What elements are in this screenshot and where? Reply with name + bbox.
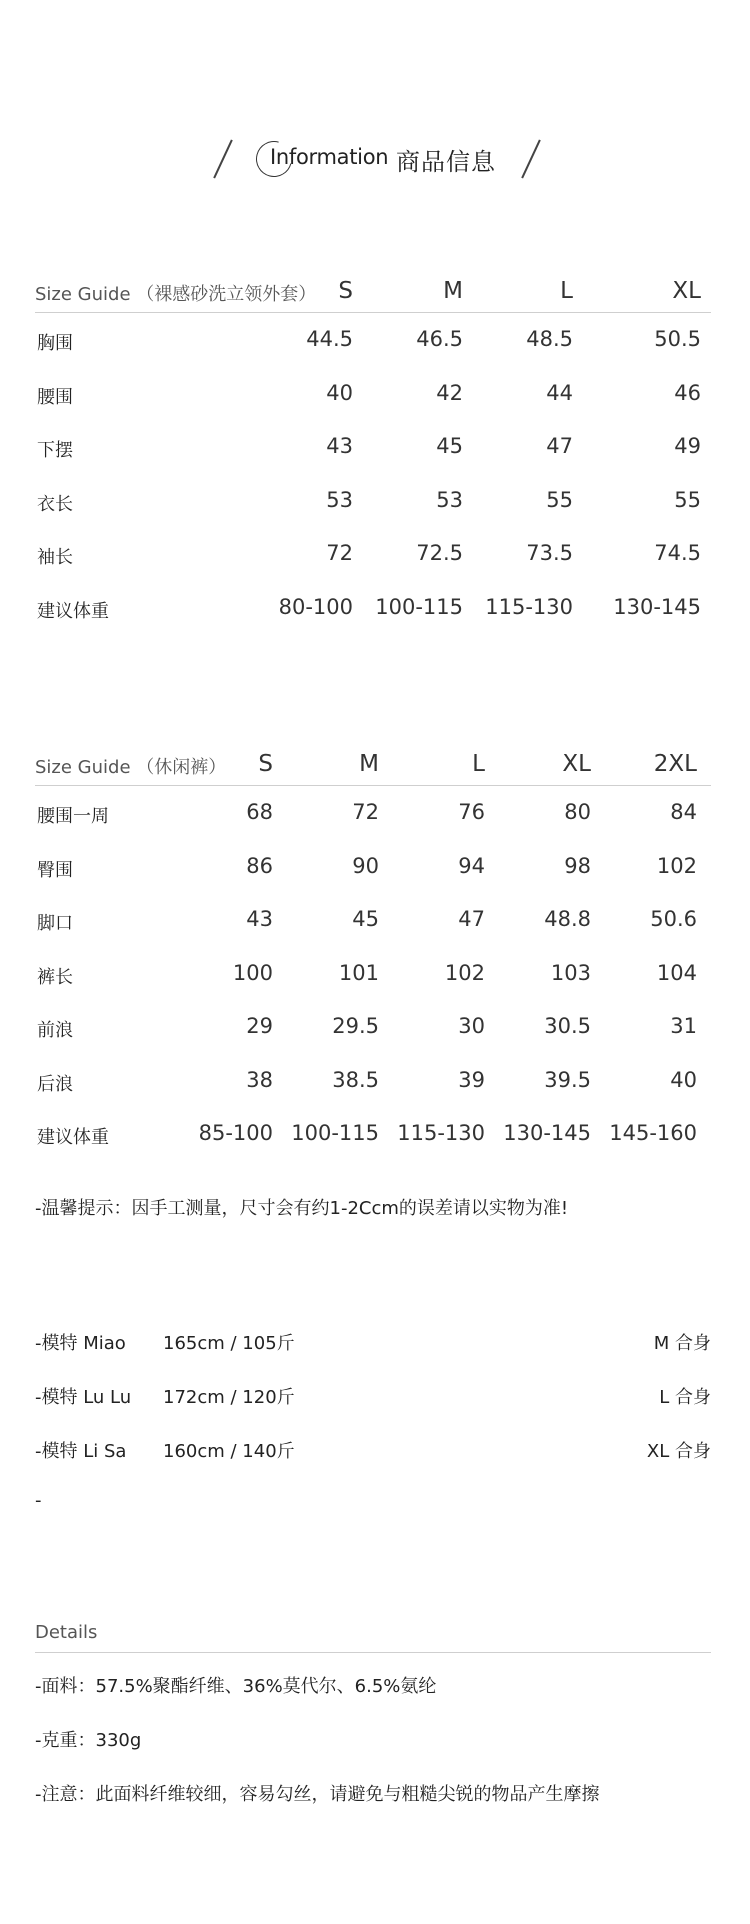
table-cell: 47 xyxy=(546,434,573,458)
table-cell: 115-130 xyxy=(397,1121,485,1145)
table-row xyxy=(35,1000,711,1054)
info-header xyxy=(0,130,750,190)
row-label: 腰围一周 xyxy=(37,806,109,827)
model-row-lulu xyxy=(35,1383,711,1413)
jacket-col-m: M xyxy=(443,278,463,304)
table-cell: 104 xyxy=(656,960,697,985)
table-row xyxy=(35,367,711,421)
table-cell: 101 xyxy=(338,960,379,985)
table-cell: 55 xyxy=(546,487,573,512)
table-cell: 94 xyxy=(458,853,485,878)
table-cell: 130-145 xyxy=(503,1121,591,1145)
table-cell: 73.5 xyxy=(526,541,573,565)
table-cell: 30.5 xyxy=(544,1014,591,1038)
table-row xyxy=(35,786,711,840)
table-cell: 39.5 xyxy=(544,1067,591,1092)
table-cell: 53 xyxy=(436,487,463,512)
row-label: 下摆 xyxy=(37,440,73,461)
jacket-col-s: S xyxy=(338,278,353,304)
table-cell: 31 xyxy=(670,1014,697,1038)
table-cell: 115-130 xyxy=(485,594,573,619)
row-label: 裤长 xyxy=(37,966,73,988)
table-cell: 72 xyxy=(352,800,379,824)
table-cell: 44.5 xyxy=(306,327,353,351)
table-cell: 53 xyxy=(326,487,353,512)
table-cell: 38.5 xyxy=(332,1067,379,1092)
details-header xyxy=(35,1618,711,1653)
left-slash-decoration xyxy=(213,140,233,179)
table-cell: 100 xyxy=(232,960,273,985)
table-cell: 80-100 xyxy=(278,594,353,619)
table-cell: 85-100 xyxy=(198,1121,273,1145)
table-cell: 72 xyxy=(326,541,353,565)
table-row xyxy=(35,474,711,528)
table-cell: 29 xyxy=(246,1014,273,1038)
table-cell: 46.5 xyxy=(416,327,463,351)
table-cell: 145-160 xyxy=(609,1121,697,1145)
table-cell: 46 xyxy=(674,380,701,405)
table-cell: 30 xyxy=(458,1014,485,1038)
model-stats: 172cm / 120斤 xyxy=(163,1387,295,1408)
table-cell: 48.8 xyxy=(544,907,591,931)
model-name: -模特 Lu Lu xyxy=(35,1387,132,1408)
right-slash-decoration xyxy=(521,140,541,179)
table-row xyxy=(35,1107,711,1161)
row-label: 袖长 xyxy=(37,547,73,568)
jacket-col-xl: XL xyxy=(672,278,701,304)
header-title-en: Information xyxy=(270,145,389,169)
table-row xyxy=(35,840,711,894)
table-cell: 43 xyxy=(326,434,353,458)
row-label: 脚口 xyxy=(37,913,73,934)
table-row xyxy=(35,581,711,635)
table-cell: 39 xyxy=(458,1067,485,1092)
table-cell: 50.6 xyxy=(650,907,697,931)
table-cell: 80 xyxy=(564,800,591,824)
row-label: 后浪 xyxy=(37,1073,73,1095)
header-title-cn: 商品信息 xyxy=(396,148,496,176)
details-title: Details xyxy=(35,1622,98,1643)
pants-col-m: M xyxy=(359,751,379,777)
row-label: 臀围 xyxy=(37,859,73,881)
model-fit: L 合身 xyxy=(659,1387,711,1408)
table-cell: 86 xyxy=(246,853,273,878)
model-stats: 165cm / 105斤 xyxy=(163,1333,295,1354)
model-fit: XL 合身 xyxy=(646,1441,711,1462)
detail-care-note: -注意：此面料纤维较细，容易勾丝，请避免与粗糙尖锐的物品产生摩擦 xyxy=(35,1784,600,1805)
table-cell: 40 xyxy=(670,1067,697,1092)
table-cell: 100-115 xyxy=(375,594,463,619)
pants-table-title: Size Guide （休闲裤） xyxy=(35,757,227,778)
jacket-size-table xyxy=(35,270,711,634)
table-cell: 68 xyxy=(246,800,273,824)
table-cell: 45 xyxy=(436,434,463,458)
table-cell: 29.5 xyxy=(332,1014,379,1038)
jacket-col-l: L xyxy=(560,278,573,304)
model-name: -模特 Miao xyxy=(35,1333,126,1354)
table-cell: 72.5 xyxy=(416,541,463,565)
row-label: 建议体重 xyxy=(37,1127,109,1148)
table-cell: 43 xyxy=(246,907,273,931)
table-cell: 47 xyxy=(458,907,485,931)
pants-table-header xyxy=(35,743,711,786)
table-cell: 55 xyxy=(674,487,701,512)
pants-col-s: S xyxy=(258,751,273,777)
pants-col-l: L xyxy=(472,751,485,777)
table-cell: 84 xyxy=(670,800,697,824)
row-label: 胸围 xyxy=(37,333,73,354)
model-row-lisa xyxy=(35,1437,711,1467)
table-cell: 50.5 xyxy=(654,327,701,351)
table-row xyxy=(35,893,711,947)
row-label: 前浪 xyxy=(37,1020,73,1041)
row-label: 建议体重 xyxy=(37,600,109,622)
pants-col-2xl: 2XL xyxy=(653,751,697,777)
table-cell: 103 xyxy=(550,960,591,985)
table-cell: 49 xyxy=(674,434,701,458)
detail-weight: -克重：330g xyxy=(35,1730,142,1751)
model-row-miao xyxy=(35,1329,711,1359)
table-cell: 130-145 xyxy=(613,594,701,619)
measurement-tip: -温馨提示：因手工测量，尺寸会有约1-2Ccm的误差请以实物为准! xyxy=(35,1198,569,1219)
jacket-table-title: Size Guide （裸感砂洗立领外套） xyxy=(35,284,317,305)
row-label: 腰围 xyxy=(37,386,73,408)
table-row xyxy=(35,1054,711,1108)
table-row xyxy=(35,420,711,474)
table-row xyxy=(35,947,711,1001)
table-cell: 38 xyxy=(246,1067,273,1092)
table-cell: 40 xyxy=(326,380,353,405)
model-fit: M 合身 xyxy=(653,1333,711,1354)
jacket-table-header xyxy=(35,270,711,313)
table-cell: 76 xyxy=(458,800,485,824)
table-cell: 74.5 xyxy=(654,541,701,565)
table-cell: 42 xyxy=(436,380,463,405)
table-cell: 45 xyxy=(352,907,379,931)
table-cell: 100-115 xyxy=(291,1121,379,1145)
model-stats: 160cm / 140斤 xyxy=(163,1441,295,1462)
table-cell: 44 xyxy=(546,380,573,405)
pants-col-xl: XL xyxy=(562,751,591,777)
table-cell: 98 xyxy=(564,853,591,878)
table-row xyxy=(35,313,711,367)
trailing-dash: - xyxy=(35,1490,42,1511)
detail-fabric: -面料：57.5%聚酯纤维、36%莫代尔、6.5%氨纶 xyxy=(35,1676,437,1697)
pants-size-table xyxy=(35,743,711,1161)
model-name: -模特 Li Sa xyxy=(35,1441,127,1462)
table-row xyxy=(35,527,711,581)
table-cell: 90 xyxy=(352,853,379,878)
table-cell: 102 xyxy=(656,853,697,878)
table-cell: 102 xyxy=(444,960,485,985)
row-label: 衣长 xyxy=(37,493,73,515)
table-cell: 48.5 xyxy=(526,327,573,351)
